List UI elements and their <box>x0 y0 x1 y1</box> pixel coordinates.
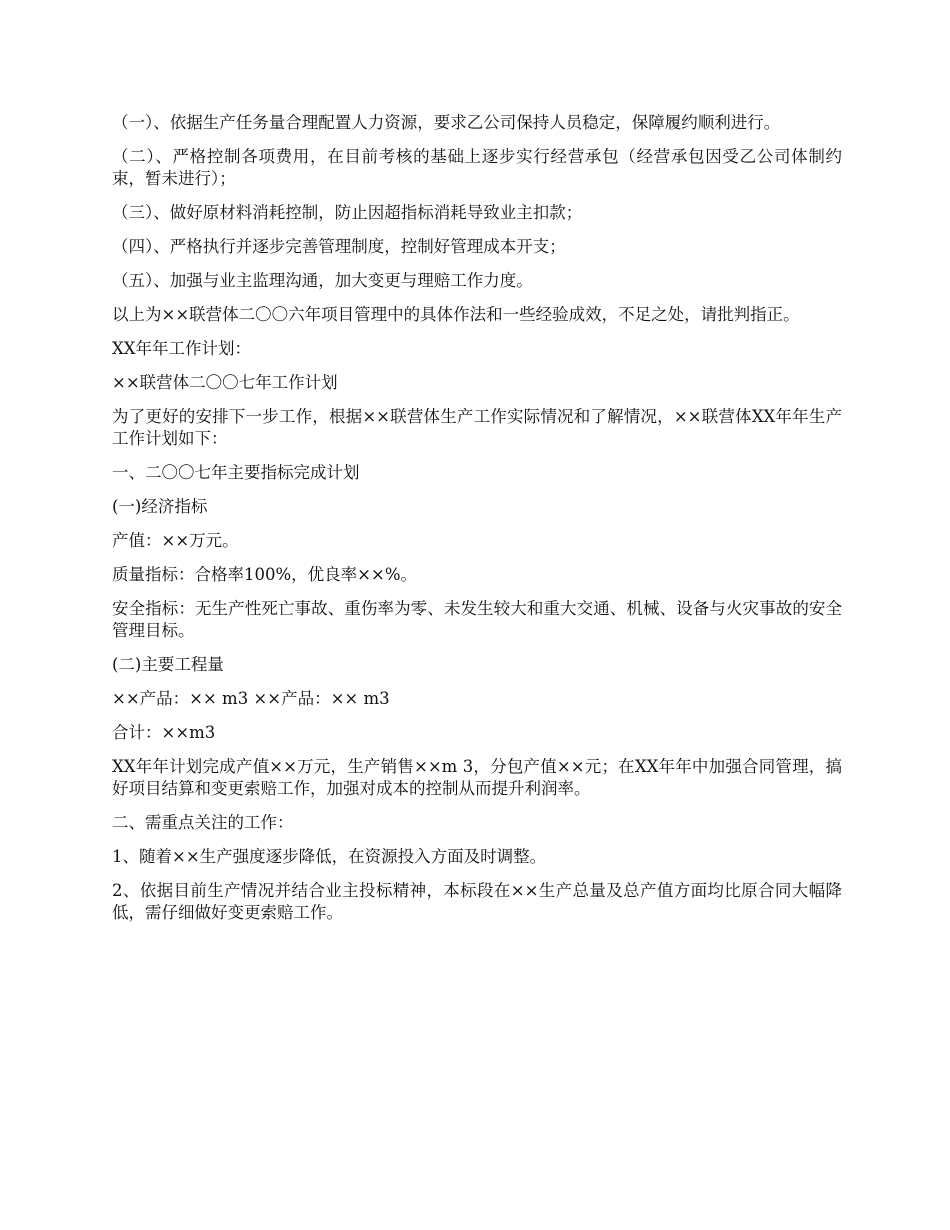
section-heading-indicators: 一、二〇〇七年主要指标完成计划 <box>112 463 360 482</box>
paragraph-item-1: （一）、依据生产任务量合理配置人力资源，要求乙公司保持人员稳定，保障履约顺利进行。 <box>112 113 781 132</box>
paragraph-item-4: （四）、严格执行并逐步完善管理制度，控制好管理成本开支； <box>112 237 566 256</box>
quality-indicator-line: 质量指标：合格率100%，优良率××%。 <box>112 565 418 584</box>
paragraph-item-5: （五）、加强与业主监理沟通，加大变更与理赔工作力度。 <box>112 271 533 290</box>
paragraph-item-2: （二）、严格控制各项费用，在目前考核的基础上逐步实行经营承包（经营承包因受乙公司体制约束，暂未进行）； <box>112 147 842 188</box>
summary-paragraph: 以上为××联营体二〇〇六年项目管理中的具体作法和一些经验成效，不足之处，请批判指正。 <box>112 305 800 324</box>
key-work-item-2: 2、依据目前生产情况并结合业主投标精神，本标段在××生产总量及总产值方面均比原合同大幅降低，需仔细做好变更索赔工作。 <box>112 881 842 922</box>
plan-title: ××联营体二〇〇七年工作计划 <box>112 373 338 392</box>
subheading-economic-indicators: (一)经济指标 <box>112 497 208 516</box>
safety-indicator-paragraph: 安全指标：无生产性死亡事故、重伤率为零、未发生较大和重大交通、机械、设备与火灾事故的安全管理目标。 <box>112 599 842 640</box>
paragraph-item-3: （三）、做好原材料消耗控制，防止因超指标消耗导致业主扣款； <box>112 203 583 222</box>
annual-target-paragraph: XX年年计划完成产值××万元，生产销售××m 3，分包产值××元；在XX年年中加强合同管理，搞好项目结算和变更索赔工作，加强对成本的控制从而提升利润率。 <box>112 757 842 798</box>
total-quantity-line: 合计：××m3 <box>112 723 216 742</box>
plan-intro-paragraph: 为了更好的安排下一步工作，根据××联营体生产工作实际情况和了解情况，××联营体XX年年生产工作计划如下： <box>112 407 842 448</box>
section-heading-work-plan: XX年年工作计划： <box>112 339 251 358</box>
product-quantities-line: ××产品：×× m3 ××产品：×× m3 <box>112 689 390 708</box>
subheading-main-quantities: (二)主要工程量 <box>112 655 224 674</box>
output-value-line: 产值：××万元。 <box>112 531 239 550</box>
key-work-item-1: 1、随着××生产强度逐步降低，在资源投入方面及时调整。 <box>112 847 547 866</box>
section-heading-key-work: 二、需重点关注的工作： <box>112 813 294 832</box>
document-body <box>112 112 842 936</box>
